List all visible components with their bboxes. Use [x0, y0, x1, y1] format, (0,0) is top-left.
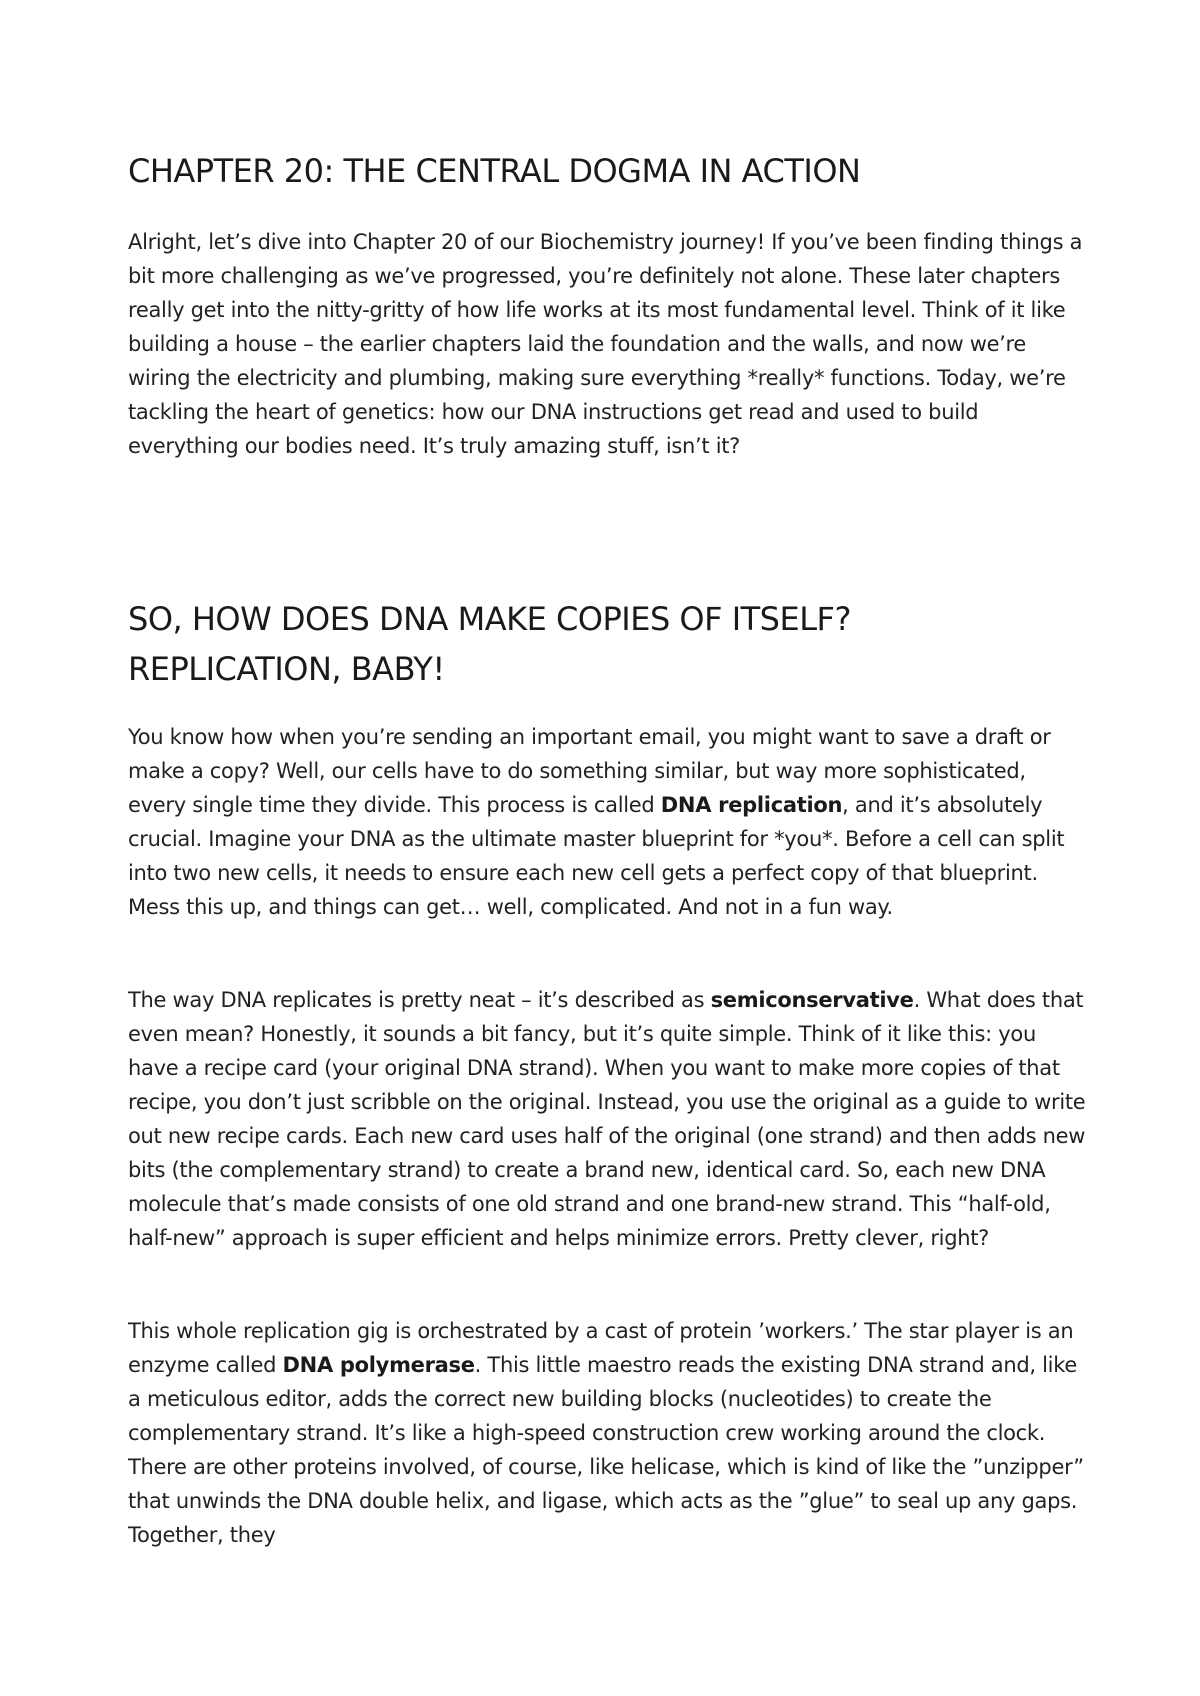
text-run: , and it’s absolutely crucial. Imagine your DNA as the ultimate master blueprint for *you*. Before a cell can split into two new cells, it needs to ensure each new cell gets a perfect copy of that blueprint. Mess this up, and things can get… well, complicated. And not in a fun way.	[128, 793, 1065, 919]
bold-term-dna-replication: DNA replication	[660, 793, 843, 817]
section-title: SO, HOW DOES DNA MAKE COPIES OF ITSELF? REPLICATION, BABY!	[128, 600, 851, 688]
polymerase-paragraph	[128, 1314, 1088, 1552]
text-run: This whole replication gig is orchestrated by a cast of protein ’workers.’ The star player is an enzyme called	[128, 1319, 1074, 1377]
chapter-title: CHAPTER 20: THE CENTRAL DOGMA IN ACTION	[128, 152, 861, 190]
intro-paragraph: Alright, let’s dive into Chapter 20 of our Biochemistry journey! If you’ve been finding things a bit more challenging as we’ve progressed, you’re definitely not alone. These later chapters really get into the nitty-gritty of how life works at its most fundamental level. Think of it like building a house – the earlier chapters laid the foundation and the walls, and now we’re wiring the electricity and plumbing, making sure everything *really* functions. Today, we’re tackling the heart of genetics: how our DNA instructions get read and used to build everything our bodies need. It’s truly amazing stuff, isn’t it?	[128, 230, 1083, 458]
bold-term-semiconservative: semiconservative	[710, 988, 914, 1012]
text-run: . This little maestro reads the existing DNA strand and, like a meticulous editor, adds the correct new building blocks (nucleotides) to create the complementary strand. It’s like a high-speed construction crew working around the clock. There are other proteins involved, of course, like helicase, which is kind of like the ”unzipper” that unwinds the DNA double helix, and ligase, which acts as the ”glue” to seal up any gaps. Together, they	[128, 1353, 1084, 1547]
text-run: . What does that even mean? Honestly, it sounds a bit fancy, but it’s quite simple. Think of it like this: you have a recipe card (your original DNA strand). When you want to make more copies of that recipe, you don’t just scribble on the original. Instead, you use the original as a guide to write out new recipe cards. Each new card uses half of the original (one strand) and then adds new bits (the complementary strand) to create a brand new, identical card. So, each new DNA molecule that’s made consists of one old strand and one brand-new strand. This “half-old, half-new” approach is super efficient and helps minimize errors. Pretty clever, right?	[128, 988, 1086, 1250]
text-run: The way DNA replicates is pretty neat – it’s described as	[128, 988, 711, 1012]
text-run: You know how when you’re sending an important email, you might want to save a draft or make a copy? Well, our cells have to do something similar, but way more sophisticated, every single time they divide. This process is called	[128, 725, 1051, 817]
replication-paragraph	[128, 720, 1088, 924]
bold-term-dna-polymerase: DNA polymerase	[282, 1353, 475, 1377]
semiconservative-paragraph	[128, 983, 1088, 1255]
document-page	[128, 0, 1088, 1696]
